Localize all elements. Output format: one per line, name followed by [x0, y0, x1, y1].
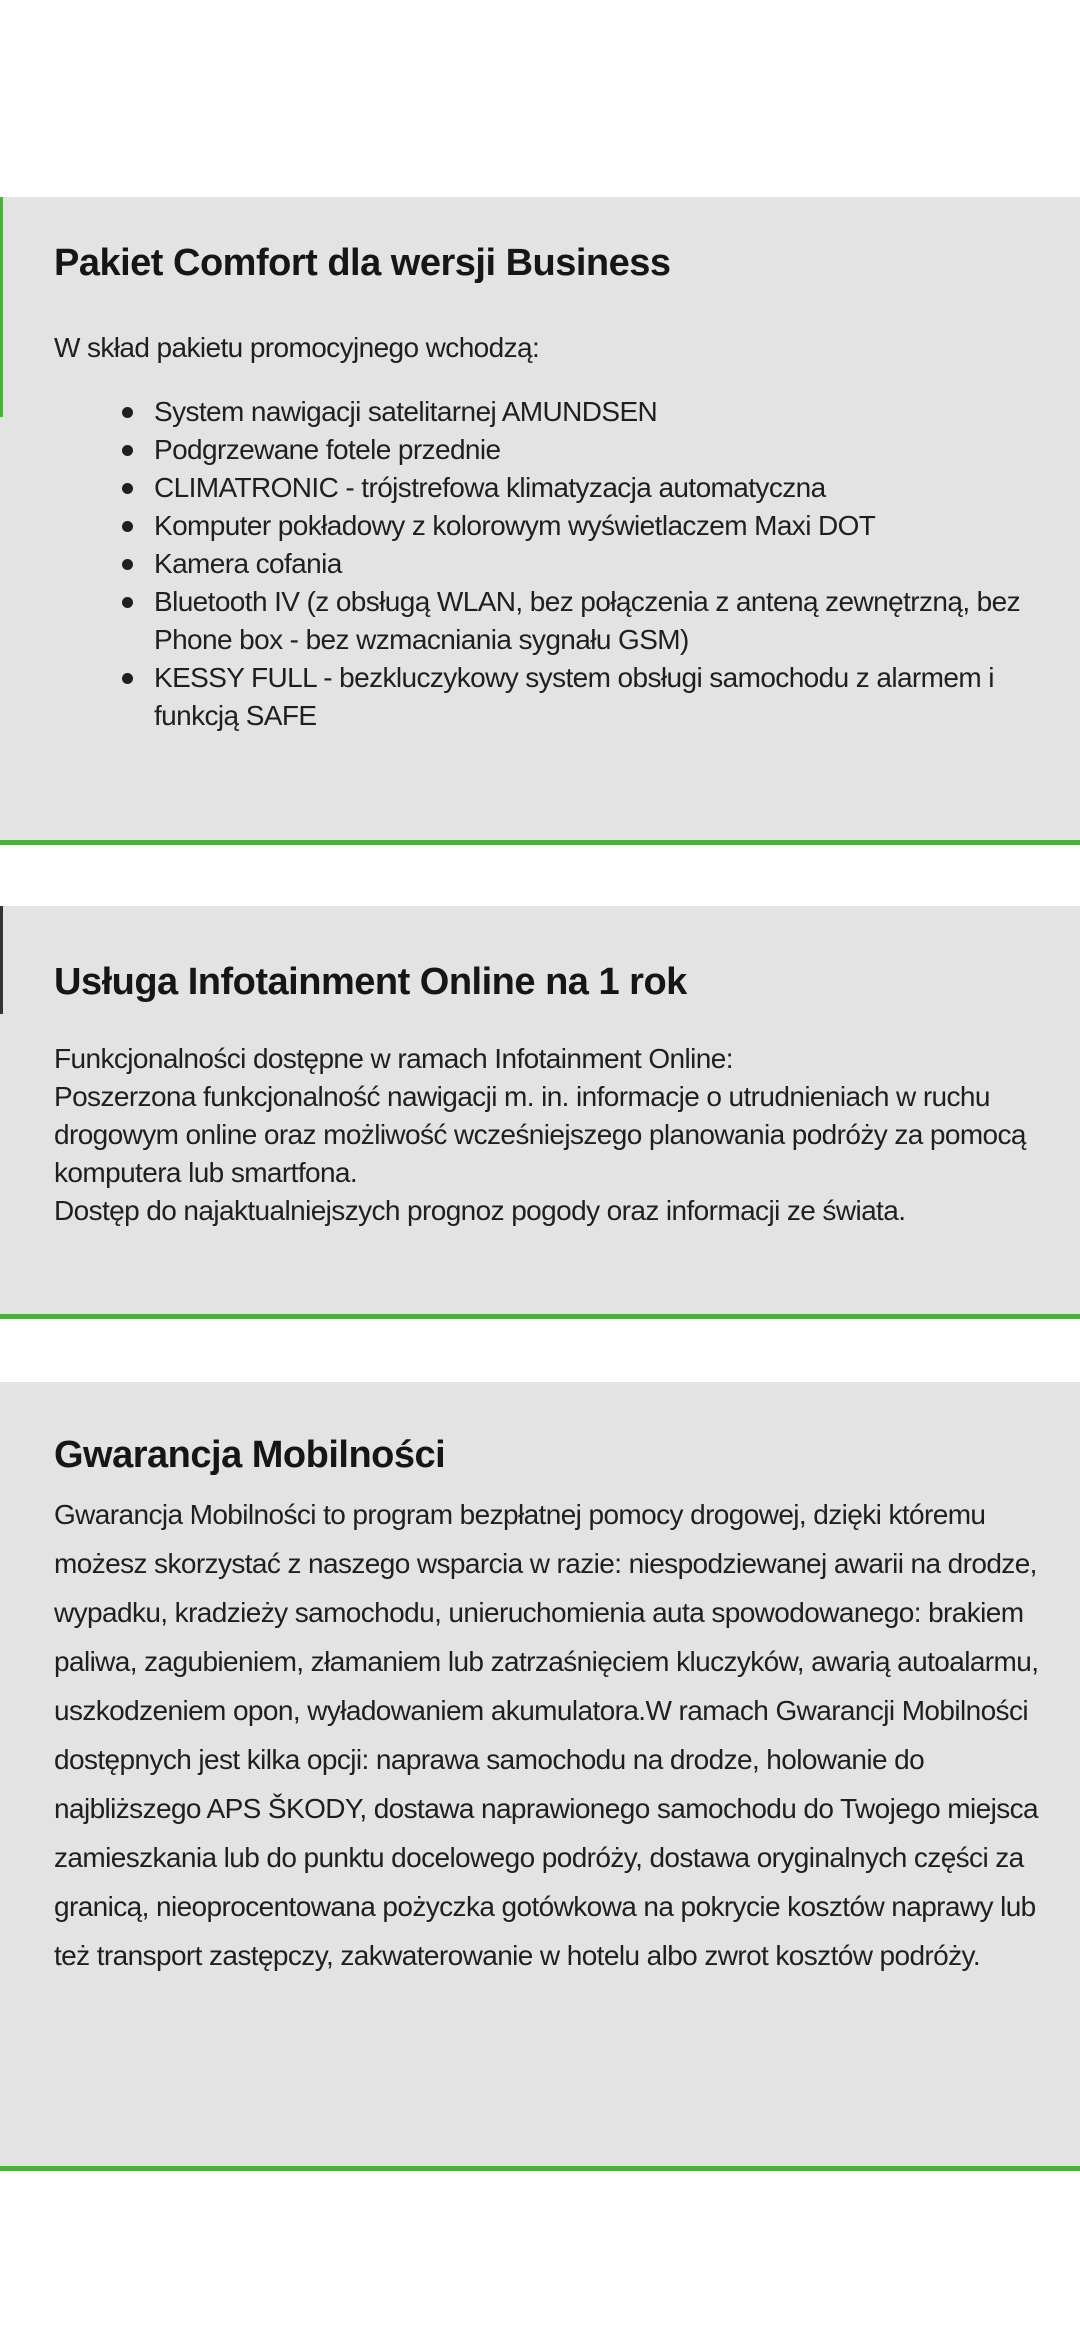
- list-item: System nawigacji satelitarnej AMUNDSEN: [54, 393, 1040, 431]
- bullet-icon: [122, 407, 133, 418]
- bullet-icon: [122, 445, 133, 456]
- list-item: KESSY FULL - bezkluczykowy system obsługi samochodu z alarmem i funkcją SAFE: [54, 659, 1040, 735]
- section-body: Gwarancja Mobilności to program bezpłatnej pomocy drogowej, dzięki któremu możesz skorzystać z naszego wsparcia w razie: niespodziewanej awarii na drodze, wypadku, kradzieży samochodu, unieruchomienia auta spowodowanego: brakiem paliwa, zagubieniem, złamaniem lub zatrzaśnięciem kluczyków, awarią autoalarmu, uszkodzeniem opon, wyładowaniem akumulatora.W ramach Gwarancji Mobilności dostępnych jest kilka opcji: naprawa samochodu na drodze, holowanie do najbliższego APS ŠKODY, dostawa naprawionego samochodu do Twojego miejsca zamieszkania lub do punktu docelowego podróży, dostawa oryginalnych części za granicą, nieoprocentowana pożyczka gotówkowa na pokrycie kosztów naprawy lub też transport zastępczy, zakwaterowanie w hotelu albo zwrot kosztów podróży.: [54, 1499, 1039, 1971]
- paragraph: Poszerzona funkcjonalność nawigacji m. in. informacje o utrudnieniach w ruchu drogowym online oraz możliwość wcześniejszego planowania podróży za pomocą komputera lub smartfona.: [54, 1081, 1026, 1188]
- bullet-icon: [122, 559, 133, 570]
- section-title: Pakiet Comfort dla wersji Business: [54, 242, 671, 284]
- bullet-icon: [122, 483, 133, 494]
- section-accent-bar: [0, 197, 3, 417]
- bullet-icon: [122, 673, 133, 684]
- mobility-guarantee-section: [0, 1382, 1080, 2171]
- feature-list: [54, 393, 1040, 735]
- list-item: Podgrzewane fotele przednie: [54, 431, 1040, 469]
- section-intro: W skład pakietu promocyjnego wchodzą:: [54, 332, 540, 363]
- infotainment-section: [0, 906, 1080, 1319]
- section-accent-bar: [0, 906, 3, 1014]
- list-item: CLIMATRONIC - trójstrefowa klimatyzacja automatyczna: [54, 469, 1040, 507]
- paragraph: Funkcjonalności dostępne w ramach Infotainment Online:: [54, 1043, 733, 1074]
- list-item: Kamera cofania: [54, 545, 1040, 583]
- bullet-icon: [122, 521, 133, 532]
- list-item: Komputer pokładowy z kolorowym wyświetlaczem Maxi DOT: [54, 507, 1040, 545]
- list-item: Bluetooth IV (z obsługą WLAN, bez połączenia z anteną zewnętrzną, bez Phone box - bez wzmacniania sygnału GSM): [54, 583, 1040, 659]
- section-body: [54, 1040, 1040, 1230]
- section-title: Gwarancja Mobilności: [54, 1434, 446, 1476]
- comfort-package-section: [0, 197, 1080, 845]
- bullet-icon: [122, 597, 133, 608]
- section-title: Usługa Infotainment Online na 1 rok: [54, 961, 687, 1003]
- paragraph: Dostęp do najaktualniejszych prognoz pogody oraz informacji ze świata.: [54, 1195, 906, 1226]
